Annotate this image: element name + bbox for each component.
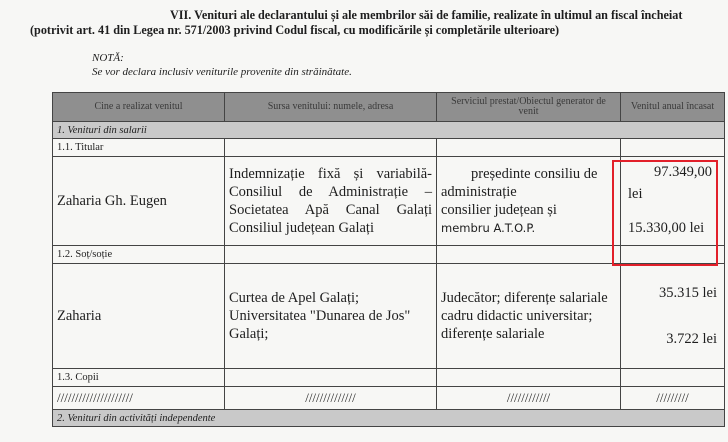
spouse-service-line-2: cadru didactic universitar; diferențe salariale bbox=[441, 308, 593, 342]
note-title: NOTĂ: bbox=[92, 52, 124, 64]
titular-source: Indemnizație fixă și variabilă- Consiliul de Administrație – Societatea Apă Canal Galați Consiliul județean Galați bbox=[225, 157, 437, 246]
section-row-salaries bbox=[53, 122, 725, 139]
slash-cell-1: ///////////////////// bbox=[53, 387, 225, 410]
spouse-name: Zaharia bbox=[53, 264, 225, 369]
table-row bbox=[53, 264, 725, 369]
spouse-income-value-2: 3.722 lei bbox=[666, 331, 717, 347]
titular-income-unit-1: lei bbox=[628, 186, 643, 202]
titular-service-line-2: consilier județean și bbox=[441, 202, 557, 218]
section-label-salaries: 1. Venituri din salarii bbox=[53, 122, 725, 139]
subsection-label-children: 1.3. Copii bbox=[53, 369, 225, 387]
spouse-income bbox=[621, 264, 725, 369]
titular-income-value-2: 15.330,00 lei bbox=[628, 220, 705, 236]
spouse-source: Curtea de Apel Galați; Universitatea "Dunarea de Jos" Galați; bbox=[225, 264, 437, 369]
subsection-label-titular: 1.1. Titular bbox=[53, 139, 225, 157]
subsection-row-spouse bbox=[53, 246, 725, 264]
note-text: Se vor declara inclusiv veniturile provenite din străinătate. bbox=[92, 66, 352, 78]
spouse-income-value-1: 35.315 lei bbox=[659, 285, 717, 301]
titular-service-line-3: membru A.T.O.P. bbox=[441, 221, 536, 235]
subsection-label-spouse: 1.2. Soț/soție bbox=[53, 246, 225, 264]
table-header-row bbox=[53, 93, 725, 122]
header-source: Sursa venitului: numele, adresa bbox=[225, 93, 437, 122]
slash-cell-2: ////////////// bbox=[225, 387, 437, 410]
titular-income bbox=[621, 157, 725, 246]
section-row-independent bbox=[53, 410, 725, 427]
subsection-row-titular bbox=[53, 139, 725, 157]
spouse-service bbox=[437, 264, 621, 369]
section-heading: VII. Venituri ale declarantului și ale membrilor săi de familie, realizate în ultimul an fiscal încheiat (potrivit art. 41 din Legea nr. 571/2003 privind Codul fiscal, cu modificările și completările ulterioare) bbox=[30, 8, 683, 37]
titular-name: Zaharia Gh. Eugen bbox=[53, 157, 225, 246]
titular-income-value-1: 97.349,00 bbox=[654, 164, 712, 180]
income-table bbox=[52, 92, 725, 427]
slash-cell-3: //////////// bbox=[437, 387, 621, 410]
header-annual-income: Venitul anual încasat bbox=[621, 93, 725, 122]
spouse-service-line-1: Judecător; diferențe salariale bbox=[441, 290, 608, 306]
section-label-independent: 2. Venituri din activități independente bbox=[53, 410, 725, 427]
header-earner: Cine a realizat venitul bbox=[53, 93, 225, 122]
titular-service-line-1: președinte consiliu de administrație bbox=[441, 166, 598, 200]
titular-service bbox=[437, 157, 621, 246]
header-service: Serviciul prestat/Obiectul generator de venit bbox=[437, 93, 621, 122]
table-row bbox=[53, 157, 725, 246]
slash-cell-4: ///////// bbox=[621, 387, 725, 410]
subsection-row-children bbox=[53, 369, 725, 387]
table-row bbox=[53, 387, 725, 410]
